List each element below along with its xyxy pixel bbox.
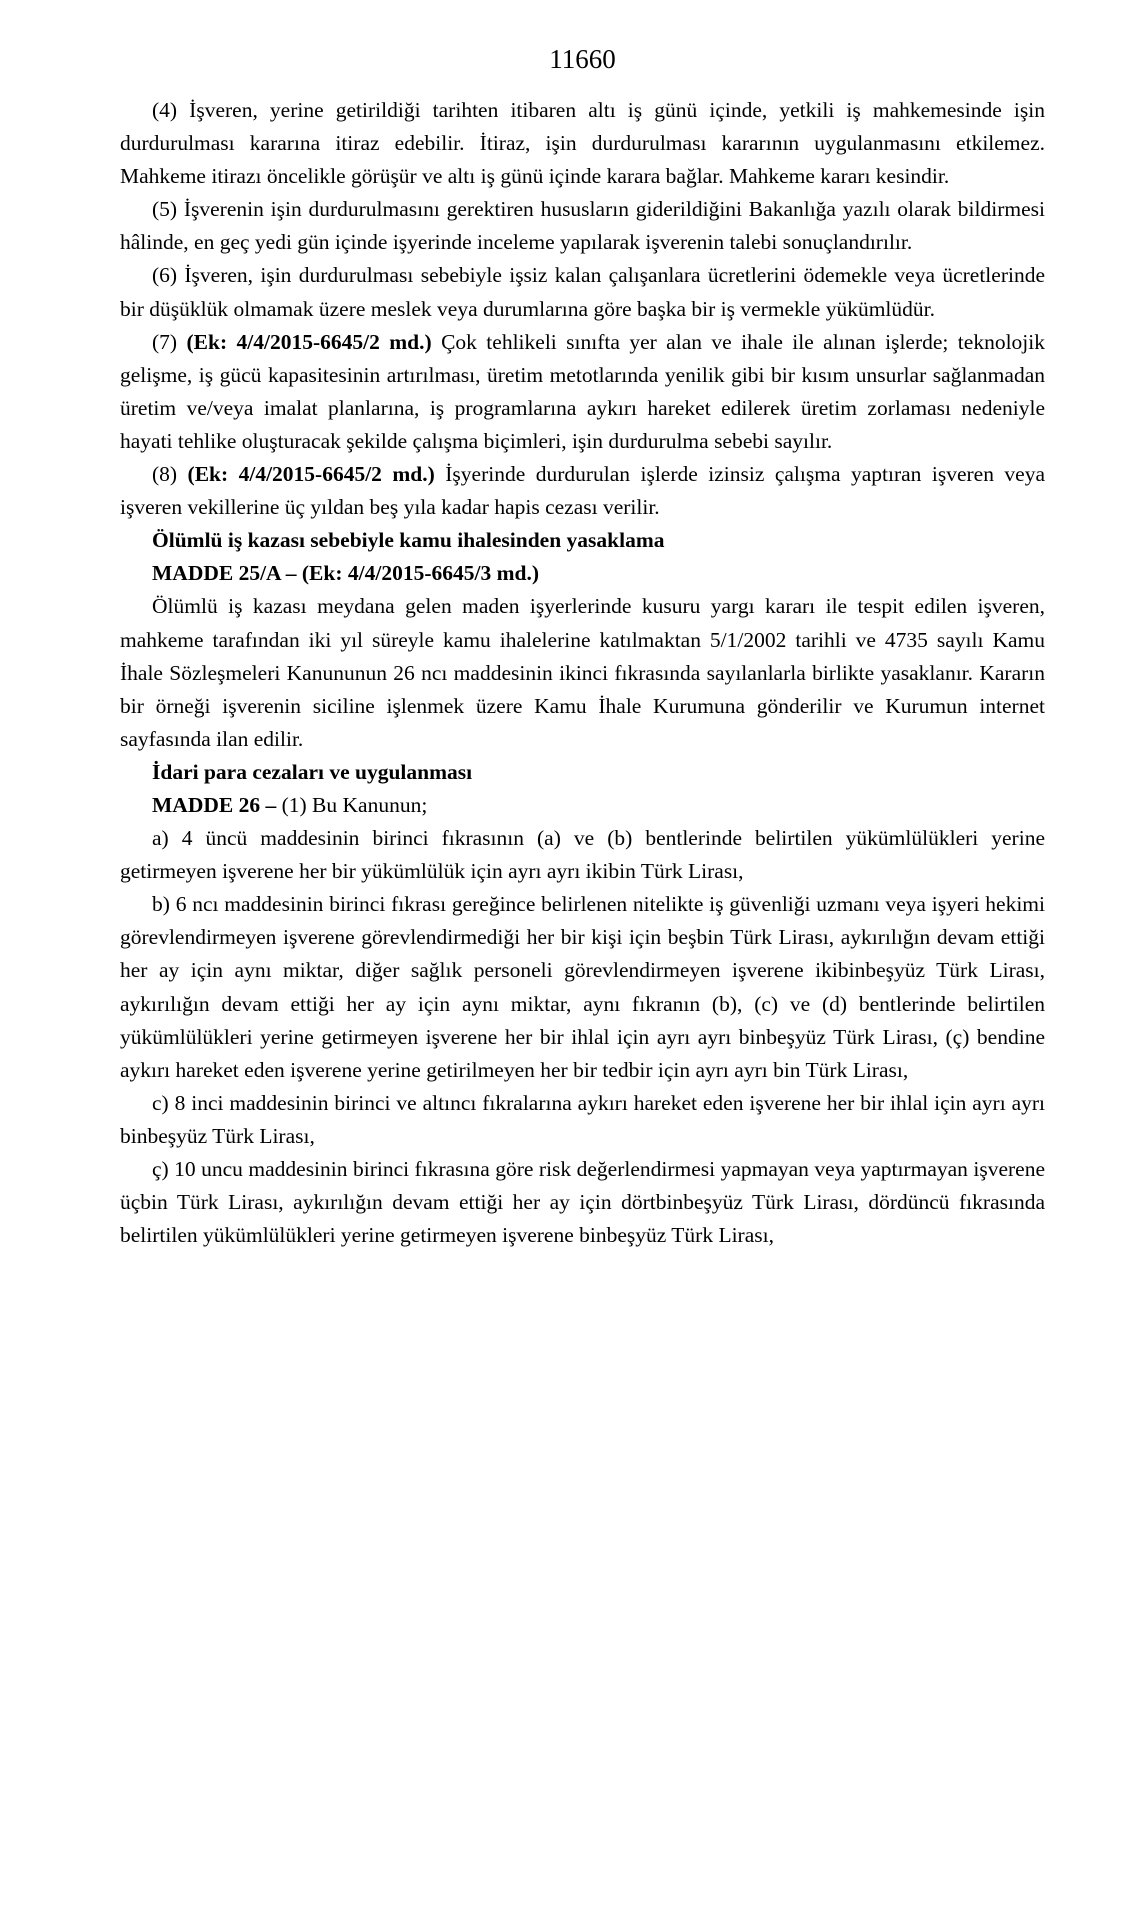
heading-text: Ölümlü iş kazası sebebiyle kamu ihalesinden yasaklama: [152, 528, 665, 553]
paragraph-4: [120, 94, 1045, 193]
amendment-reference: (Ek: 4/4/2015-6645/2 md.): [187, 462, 435, 487]
paragraph-text: (4) İşveren, yerine getirildiği tarihten itibaren altı iş günü içinde, yetkili iş mahkemesinde işin durdurulması kararına itiraz edebilir. İtiraz, işin durdurulması kararının uygulanmasını etkilemez. Mahkeme itirazı öncelikle görüşür ve altı iş günü içinde karara bağlar. Mahkeme kararı kesindir.: [120, 98, 1045, 189]
paragraph-5: [120, 193, 1045, 259]
document-page: [120, 42, 1045, 1252]
paragraph-26-c: [120, 1087, 1045, 1153]
paragraph-6: [120, 259, 1045, 325]
paragraph-text: b) 6 ncı maddesinin birinci fıkrası gereğince belirlenen nitelikte iş güvenliği uzmanı veya işyeri hekimi görevlendirmeyen işverene görevlendirmediği her bir kişi için beşbin Türk Lirası, aykırılığın devam ettiği her ay için aynı miktar, diğer sağlık personeli görevlendirmeyen işverene ikibinbeşyüz Türk Lirası, aykırılığın devam ettiği her ay için aynı miktar, aynı fıkranın (b), (c) ve (d) bentlerinde belirtilen yükümlülükleri yerine getirmeyen işverene her bir ihlal için ayrı ayrı binbeşyüz Türk Lirası, (ç) bendine aykırı hareket eden işverene yerine getirilmeyen her bir tedbir için ayrı ayrı bin Türk Lirası,: [120, 892, 1045, 1082]
paragraph-text: Ölümlü iş kazası meydana gelen maden işyerlerinde kusuru yargı kararı ile tespit edilen işveren, mahkeme tarafından iki yıl süreyle kamu ihalelerine katılmaktan 5/1/2002 tarihli ve 4735 sayılı Kamu İhale Sözleşmeleri Kanununun 26 ncı maddesinin ikinci fıkrasında sayılanlarla birlikte yasaklanır. Kararın bir örneği işverenin siciline işlenmek üzere Kamu İhale Kurumuna gönderilir ve Kurumun internet sayfasında ilan edilir.: [120, 594, 1045, 751]
paragraph-26-a: [120, 822, 1045, 888]
paragraph-text: İşyerinde durdurulan işlerde izinsiz çalışma yaptıran işveren veya işveren vekillerine üç yıldan beş yıla kadar hapis cezası verilir.: [120, 462, 1045, 520]
paragraph-text: a) 4 üncü maddesinin birinci fıkrasının (a) ve (b) bentlerinde belirtilen yükümlülükleri yerine getirmeyen işverene her bir yükümlülük için ayrı ayrı ikibin Türk Lirası,: [120, 826, 1045, 884]
paragraph-26-cc: [120, 1153, 1045, 1252]
amendment-reference: MADDE 26 –: [152, 792, 277, 817]
paragraph-25a-body: [120, 590, 1045, 755]
section-heading-25a: [120, 524, 1045, 557]
heading-text: İdari para cezaları ve uygulanması: [152, 759, 473, 784]
page-number: 11660: [549, 44, 616, 74]
paragraph-7: [120, 326, 1045, 458]
document-body: [120, 94, 1045, 1252]
paragraph-text: (5) İşverenin işin durdurulmasını gerektiren hususların giderildiğini Bakanlığa yazılı olarak bildirmesi hâlinde, en geç yedi gün içinde işyerinde inceleme yapılarak işverenin talebi sonuçlandırılır.: [120, 197, 1045, 255]
amendment-reference: (Ek: 4/4/2015-6645/2 md.): [186, 329, 432, 354]
section-heading-26: [120, 756, 1045, 789]
paragraph-number: (8): [152, 462, 188, 487]
paragraph-text: (6) İşveren, işin durdurulması sebebiyle işsiz kalan çalışanlara ücretlerini ödemekle veya ücretlerinde bir düşüklük olmamak üzere meslek veya durumlarına göre başka bir iş vermekle yükümlüdür.: [120, 263, 1045, 321]
paragraph-text: (1) Bu Kanunun;: [276, 792, 428, 817]
paragraph-number: (7): [152, 329, 187, 354]
article-heading-26: [120, 789, 1045, 822]
paragraph-8: [120, 458, 1045, 524]
article-heading-25a: [120, 557, 1045, 590]
heading-text: MADDE 25/A – (Ek: 4/4/2015-6645/3 md.): [152, 561, 539, 586]
paragraph-text: Çok tehlikeli sınıfta yer alan ve ihale ile alınan işlerde; teknolojik gelişme, iş gücü kapasitesinin artırılması, üretim metotlarında yenilik gibi bir kısım unsurlar sağlanmadan üretim ve/veya imalat planlarına, iş programlarına aykırı hareket edilerek üretim zorlaması nedeniyle hayati tehlike oluşturacak şekilde çalışma biçimleri, işin durdurulma sebebi sayılır.: [120, 329, 1045, 453]
paragraph-text: c) 8 inci maddesinin birinci ve altıncı fıkralarına aykırı hareket eden işverene her bir ihlal için ayrı ayrı binbeşyüz Türk Lirası,: [120, 1090, 1045, 1148]
paragraph-text: ç) 10 uncu maddesinin birinci fıkrasına göre risk değerlendirmesi yapmayan veya yaptırmayan işverene üçbin Türk Lirası, aykırılığın devam ettiği her ay için dörtbinbeşyüz Türk Lirası, dördüncü fıkrasında belirtilen yükümlülükleri yerine getirmeyen işverene binbeşyüz Türk Lirası,: [120, 1157, 1045, 1248]
paragraph-26-b: [120, 888, 1045, 1087]
